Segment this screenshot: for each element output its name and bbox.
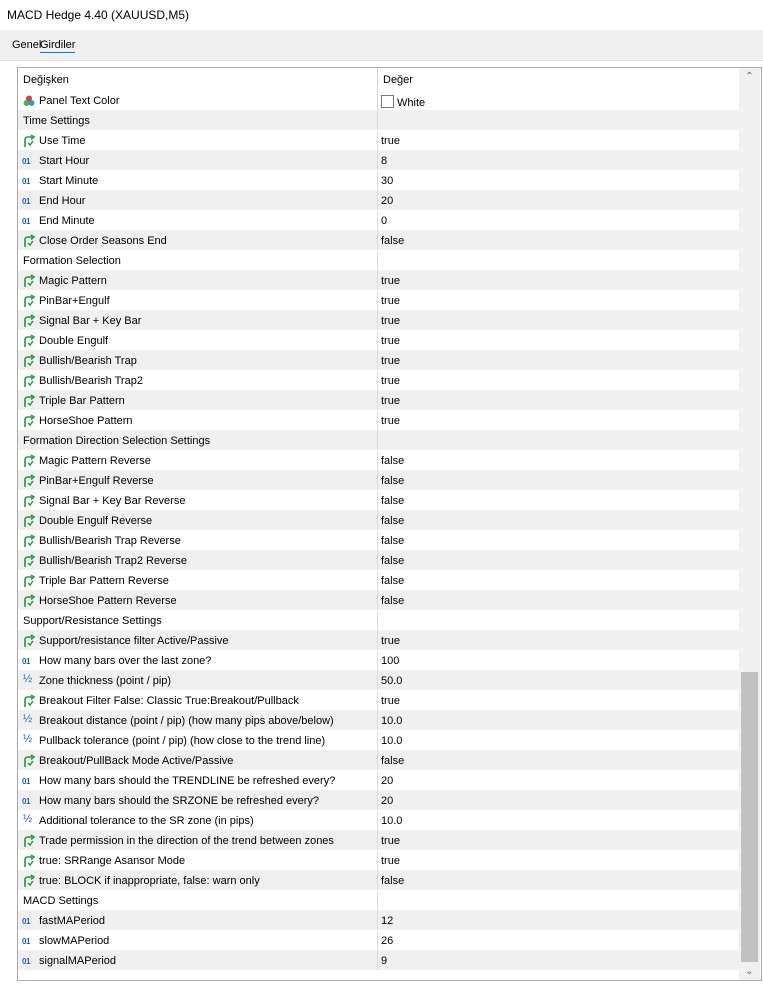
column-separator [377,931,378,950]
column-separator [377,271,378,290]
bool-param-icon [22,294,36,308]
column-separator [377,571,378,590]
table-row[interactable] [18,431,739,451]
window-title: MACD Hedge 4.40 (XAUUSD,M5) [7,8,190,22]
row-name: Double Engulf Reverse [39,515,153,527]
table-row[interactable] [18,511,739,531]
row-value[interactable]: true [381,635,400,647]
column-separator [377,91,378,110]
row-name: Breakout Filter False: Classic True:Breakout/Pullback [39,695,299,707]
color-swatch [381,95,394,108]
row-name: Bullish/Bearish Trap2 [39,375,143,387]
row-value[interactable]: true [381,335,400,347]
column-separator [377,351,378,370]
column-separator [377,731,378,750]
bool-param-icon [22,354,36,368]
int-param-icon: 01 [22,217,30,226]
table-row[interactable] [18,771,739,791]
int-param-icon: 01 [22,177,30,186]
bool-param-icon [22,874,36,888]
row-value[interactable]: false [381,595,405,607]
table-row[interactable] [18,871,739,891]
table-row[interactable] [18,151,739,171]
row-value[interactable]: 20 [381,795,394,807]
row-value[interactable]: 26 [381,935,394,947]
bool-param-icon [22,234,36,248]
row-name: Time Settings [23,115,90,127]
row-value[interactable]: false [381,515,405,527]
grid-header [18,68,739,91]
bool-param-icon [22,454,36,468]
column-separator [377,231,378,250]
table-row[interactable] [18,951,739,971]
int-param-icon: 01 [22,157,30,166]
table-row[interactable] [18,111,739,131]
column-separator [377,791,378,810]
column-separator [377,591,378,610]
double-param-icon: ½ [23,733,33,745]
bool-param-icon [22,694,36,708]
table-row[interactable] [18,931,739,951]
tab-girdiler[interactable]: Girdiler [40,39,76,51]
bool-param-icon [22,634,36,648]
bool-param-icon [22,854,36,868]
row-value[interactable]: true [381,135,400,147]
row-value[interactable]: true [381,695,400,707]
column-separator [377,111,378,130]
bool-param-icon [22,334,36,348]
title-bar [0,0,763,30]
row-name: Use Time [39,135,86,147]
row-value[interactable]: 10.0 [381,735,403,747]
table-row[interactable] [18,311,739,331]
row-value[interactable]: 12 [381,915,394,927]
row-value[interactable]: false [381,755,405,767]
row-name: Breakout/PullBack Mode Active/Passive [39,755,234,767]
table-row[interactable] [18,611,739,631]
bool-param-icon [22,514,36,528]
row-name: Signal Bar + Key Bar Reverse [39,495,186,507]
table-row[interactable] [18,571,739,591]
column-separator [377,611,378,630]
row-value[interactable]: 20 [381,775,394,787]
table-row[interactable] [18,551,739,571]
int-param-icon: 01 [22,937,30,946]
header-separator[interactable] [377,68,378,91]
row-name: How many bars should the TRENDLINE be refreshed every? [39,775,336,787]
double-param-icon: ½ [23,813,33,825]
column-separator [377,911,378,930]
bool-param-icon [22,574,36,588]
table-row[interactable] [18,791,739,811]
column-separator [377,171,378,190]
row-name: true: SRRange Asansor Mode [39,855,186,867]
color-value-text: White [397,97,426,109]
table-row[interactable] [18,271,739,291]
column-separator [377,891,378,910]
table-row[interactable] [18,371,739,391]
row-value[interactable] [381,95,425,109]
double-param-icon: ½ [23,673,33,685]
column-separator [377,431,378,450]
color-param-icon [22,94,36,108]
table-row[interactable] [18,891,739,911]
column-separator [377,311,378,330]
double-param-icon: ½ [23,713,33,725]
bool-param-icon [22,274,36,288]
column-separator [377,671,378,690]
table-row[interactable] [18,331,739,351]
row-value[interactable]: 50.0 [381,675,403,687]
row-name: HorseShoe Pattern Reverse [39,595,177,607]
table-row[interactable] [18,391,739,411]
row-name: Additional tolerance to the SR zone (in pips) [39,815,254,827]
table-row[interactable] [18,751,739,771]
bool-param-icon [22,534,36,548]
scroll-thumb[interactable] [741,672,758,962]
column-separator [377,391,378,410]
column-separator [377,551,378,570]
row-value[interactable]: 30 [381,175,394,187]
bool-param-icon [22,834,36,848]
row-name: Start Minute [39,175,99,187]
int-param-icon: 01 [22,777,30,786]
column-separator [377,711,378,730]
column-separator [377,511,378,530]
table-row[interactable] [18,851,739,871]
row-name: Bullish/Bearish Trap2 Reverse [39,555,187,567]
row-value[interactable]: true [381,415,400,427]
column-separator [377,451,378,470]
bool-param-icon [22,414,36,428]
column-separator [377,371,378,390]
row-value[interactable]: 9 [381,955,388,967]
row-value[interactable]: 100 [381,655,400,667]
row-name: Double Engulf [39,335,109,347]
row-name: Triple Bar Pattern [39,395,125,407]
column-separator [377,531,378,550]
row-value[interactable]: true [381,315,400,327]
row-value[interactable]: 20 [381,195,394,207]
bool-param-icon [22,314,36,328]
column-separator [377,851,378,870]
grid-rows [18,91,739,971]
row-name: true: BLOCK if inappropriate, false: warn only [39,875,260,887]
column-separator [377,411,378,430]
row-name: MACD Settings [23,895,99,907]
table-row[interactable] [18,591,739,611]
row-value[interactable]: true [381,855,400,867]
tab-strip [0,34,763,60]
row-name: How many bars over the last zone? [39,655,212,667]
row-name: End Hour [39,195,86,207]
scroll-down-icon[interactable]: ⌄ [745,966,754,977]
int-param-icon: 01 [22,917,30,926]
bool-param-icon [22,754,36,768]
column-separator [377,811,378,830]
column-separator [377,751,378,770]
table-row[interactable] [18,651,739,671]
column-separator [377,651,378,670]
row-name: Formation Direction Selection Settings [23,435,211,447]
table-row[interactable] [18,231,739,251]
row-value[interactable]: 8 [381,155,388,167]
row-name: Signal Bar + Key Bar [39,315,142,327]
row-name: Breakout distance (point / pip) (how many pips above/below) [39,715,334,727]
int-param-icon: 01 [22,197,30,206]
table-row[interactable] [18,171,739,191]
int-param-icon: 01 [22,657,30,666]
row-name: HorseShoe Pattern [39,415,133,427]
int-param-icon: 01 [22,797,30,806]
header-value[interactable]: Değer [383,74,413,86]
table-row[interactable] [18,631,739,651]
row-value[interactable]: true [381,295,400,307]
row-name: fastMAPeriod [39,915,106,927]
table-row[interactable] [18,291,739,311]
column-separator [377,471,378,490]
row-value[interactable]: true [381,395,400,407]
table-row[interactable] [18,491,739,511]
inputs-grid [17,67,762,981]
bool-param-icon [22,494,36,508]
table-row[interactable] [18,711,739,731]
column-separator [377,251,378,270]
bool-param-icon [22,594,36,608]
column-separator [377,871,378,890]
row-value[interactable]: false [381,495,405,507]
row-value[interactable]: true [381,375,400,387]
row-value[interactable]: false [381,535,405,547]
row-value[interactable]: false [381,455,405,467]
row-value[interactable]: false [381,575,405,587]
table-row[interactable] [18,191,739,211]
column-separator [377,191,378,210]
row-name: Bullish/Bearish Trap [39,355,137,367]
table-row[interactable] [18,471,739,491]
tab-genel[interactable]: Genel [12,39,42,51]
row-value[interactable]: 0 [381,215,388,227]
row-name: Triple Bar Pattern Reverse [39,575,169,587]
row-value[interactable]: true [381,275,400,287]
row-name: Bullish/Bearish Trap Reverse [39,535,181,547]
row-value[interactable]: false [381,555,405,567]
column-separator [377,211,378,230]
table-row[interactable] [18,351,739,371]
table-row[interactable] [18,451,739,471]
row-value[interactable]: false [381,475,405,487]
table-row[interactable] [18,691,739,711]
column-separator [377,951,378,970]
table-row[interactable] [18,671,739,691]
row-name: Trade permission in the direction of the trend between zones [39,835,334,847]
bool-param-icon [22,554,36,568]
table-row[interactable] [18,131,739,151]
table-row[interactable] [18,731,739,751]
row-name: PinBar+Engulf Reverse [39,475,154,487]
row-value[interactable]: 10.0 [381,815,403,827]
column-separator [377,331,378,350]
row-name: How many bars should the SRZONE be refreshed every? [39,795,320,807]
table-row[interactable] [18,91,739,111]
bool-param-icon [22,394,36,408]
column-separator [377,291,378,310]
table-row[interactable] [18,211,739,231]
row-value[interactable]: false [381,235,405,247]
scroll-up-icon[interactable]: ⌃ [745,71,754,82]
column-separator [377,631,378,650]
row-name: signalMAPeriod [39,955,117,967]
row-name: Start Hour [39,155,90,167]
row-value[interactable]: true [381,835,400,847]
row-name: Pullback tolerance (point / pip) (how close to the trend line) [39,735,326,747]
table-row[interactable] [18,531,739,551]
row-name: Close Order Seasons End [39,235,167,247]
bool-param-icon [22,474,36,488]
row-value[interactable]: false [381,875,405,887]
bool-param-icon [22,374,36,388]
row-name: Magic Pattern [39,275,107,287]
vertical-scrollbar[interactable] [739,68,760,980]
column-separator [377,151,378,170]
row-name: Support/Resistance Settings [23,615,162,627]
row-name: End Minute [39,215,95,227]
row-name: slowMAPeriod [39,935,110,947]
table-row[interactable] [18,911,739,931]
header-variable[interactable]: Değişken [23,74,69,86]
row-value[interactable]: 10.0 [381,715,403,727]
row-name: Panel Text Color [39,95,120,107]
column-separator [377,131,378,150]
column-separator [377,831,378,850]
row-name: Formation Selection [23,255,121,267]
table-row[interactable] [18,831,739,851]
column-separator [377,691,378,710]
table-row[interactable] [18,411,739,431]
row-name: Zone thickness (point / pip) [39,675,172,687]
column-separator [377,491,378,510]
bool-param-icon [22,134,36,148]
row-value[interactable]: true [381,355,400,367]
int-param-icon: 01 [22,957,30,966]
table-row[interactable] [18,811,739,831]
column-separator [377,771,378,790]
table-row[interactable] [18,251,739,271]
row-name: Magic Pattern Reverse [39,455,151,467]
row-name: PinBar+Engulf [39,295,110,307]
row-name: Support/resistance filter Active/Passive [39,635,229,647]
